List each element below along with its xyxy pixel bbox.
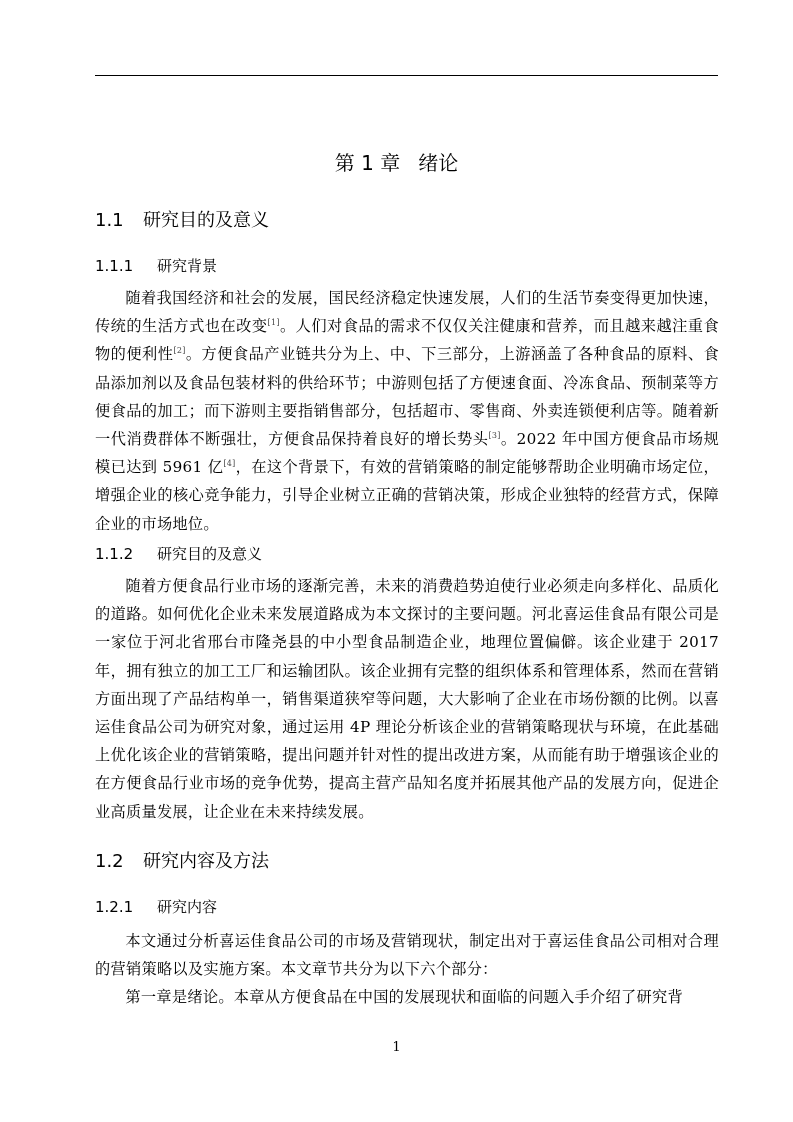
section-number: 1.2 (95, 851, 124, 872)
subsection-heading-1-1-2 (95, 544, 262, 564)
chapter-title (0, 150, 793, 176)
section-title: 研究内容及方法 (143, 851, 269, 872)
text-run: 。2022 年中国方便食品市场规模已达到 5961 亿 (95, 430, 720, 477)
section-title: 研究目的及意义 (143, 210, 269, 231)
subsection-heading-1-2-1 (95, 897, 217, 917)
section-heading-1-1 (95, 209, 269, 233)
citation-ref: [1] (267, 318, 280, 328)
text-run: 。人们对食品的需求不仅仅关注健康和营养，而且越来越注重食物的便利性 (95, 317, 719, 364)
text-run: 。方便食品产业链共分为上、中、下三部分，上游涵盖了各种食品的原料、食品添加剂以及食品包装材料的供给环节；中游则包括了方便速食面、冷冻食品、预制菜等方便食品的加工；而下游则主要指销售部分，包括超市、零售商、外卖连锁便利店等。随着新一代消费群体不断强壮，方便食品保持着良好的增长势头 (95, 345, 720, 449)
subsection-title: 研究目的及意义 (157, 545, 263, 563)
text-run: ，在这个背景下，有效的营销策略的制定能够帮助企业明确市场定位，增强企业的核心竞争能力，引导企业树立正确的营销决策，形成企业独特的经营方式，保障企业的市场地位。 (95, 458, 719, 533)
citation-ref: [3] (488, 431, 501, 441)
paragraph-content-intro: 本文通过分析喜运佳食品公司的市场及营销现状，制定出对于喜运佳食品公司相对合理的营销策略以及实施方案。本文章节共分为以下六个部分： (95, 932, 719, 979)
header-rule (95, 75, 718, 76)
chapter-label: 第 1 章 (334, 151, 401, 175)
text-run: 随着我国经济和社会的发展，国民经济稳定快速发展，人们的生活节奏变得更加快速，传统的生活方式也在改变 (95, 289, 719, 336)
subsection-number: 1.1.1 (95, 257, 134, 275)
subsection-number: 1.2.1 (95, 898, 134, 916)
citation-ref: [2] (173, 346, 186, 356)
paragraph-chapter-one: 第一章是绪论。本章从方便食品在中国的发展现状和面临的问题入手介绍了研究背 (125, 988, 683, 1006)
subsection-title: 研究内容 (157, 898, 218, 916)
section-number: 1.1 (95, 210, 124, 231)
section-heading-1-2 (95, 850, 269, 874)
chapter-name: 绪论 (418, 151, 459, 175)
paragraph-background (95, 284, 719, 538)
paragraph-purpose: 随着方便食品行业市场的逐渐完善，未来的消费趋势迫使行业必须走向多样化、品质化的道路。如何优化企业未来发展道路成为本文探讨的主要问题。河北喜运佳食品有限公司是一家位于河北省邢台市隆尧县的中小型食品制造企业，地理位置偏僻。该企业建于 2017 年，拥有独立的加工工厂和运输团队。该企业拥有完整的组织体系和管理体系，然而在营销方面出现了产品结构单一，销售渠道狭窄等问题，大大影响了企业在市场份额的比例。以喜运佳食品公司为研究对象，通过运用 4P 理论分析该企业的营销策略现状与环境，在此基础上优化该企业的营销策略，提出问题并针对性的提出改进方案，从而能有助于增强该企业的在方便食品行业市场的竞争优势，提高主营产品知名度并拓展其他产品的发展方向，促进企业高质量发展，让企业在未来持续发展。 (95, 577, 719, 821)
subsection-title: 研究背景 (157, 257, 218, 275)
citation-ref: [4] (223, 459, 236, 469)
subsection-heading-1-1-1 (95, 256, 217, 276)
page-number: 1 (392, 1040, 401, 1055)
subsection-number: 1.1.2 (95, 545, 134, 563)
